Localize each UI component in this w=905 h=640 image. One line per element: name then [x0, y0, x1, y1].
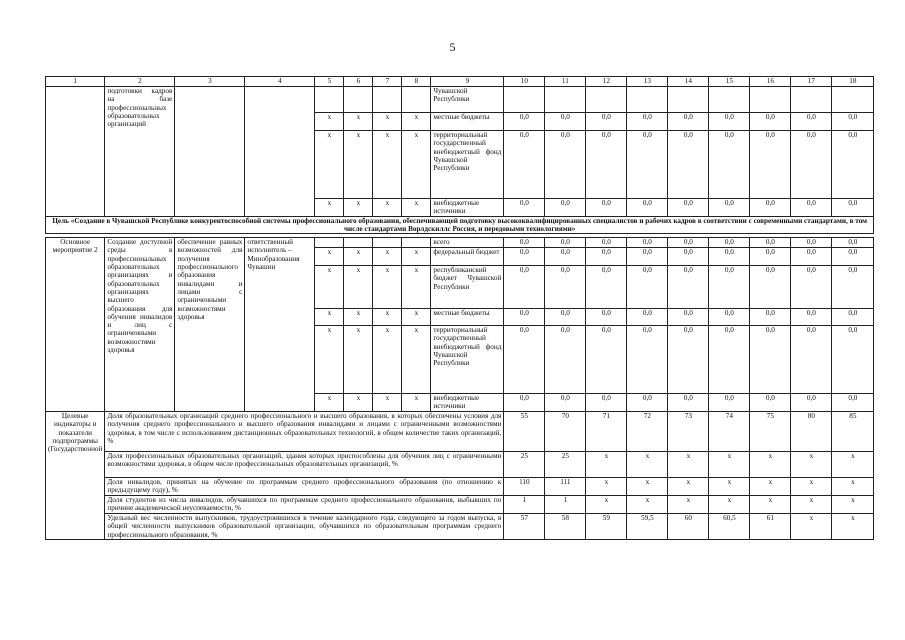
indicator-row: [46, 514, 874, 540]
funding-source-cell: всего: [431, 238, 504, 248]
indicator-value: x: [586, 452, 627, 478]
value-cell: [750, 87, 791, 113]
column-number: 4: [245, 77, 315, 87]
value-cell: 0,0: [586, 199, 627, 217]
value-cell: 0,0: [545, 309, 586, 326]
funding-source-cell: республиканский бюджет Чувашской Республики: [431, 266, 504, 309]
column-number: 11: [545, 77, 586, 87]
indicator-value: x: [791, 478, 832, 496]
indicator-value: 85: [832, 412, 874, 452]
indicator-value: 80: [791, 412, 832, 452]
value-cell: [627, 87, 668, 113]
value-cell: 0,0: [832, 266, 874, 309]
value-cell: 0,0: [750, 266, 791, 309]
budget-code-cell: x: [402, 326, 431, 394]
activity-status-cell: Основное мероприятие 2: [46, 238, 105, 412]
funding-source-cell: местные бюджеты: [431, 309, 504, 326]
value-cell: 0,0: [627, 248, 668, 266]
value-cell: [504, 87, 545, 113]
value-cell: [791, 87, 832, 113]
indicator-text: Удельный вес численности выпускников, трудоустроившихся в течение календарного года, следующего за годом выпуска, в общей численности выпускников образовательной организации, обучавшихся по образовательным программам среднего профессионального образования, %: [105, 514, 504, 540]
budget-code-cell: x: [402, 394, 431, 412]
value-cell: 0,0: [791, 266, 832, 309]
value-cell: [832, 87, 874, 113]
indicator-value: 73: [668, 412, 709, 452]
budget-code-cell: x: [315, 131, 344, 199]
value-cell: 0,0: [791, 113, 832, 131]
value-cell: 0,0: [750, 394, 791, 412]
column-number: 15: [709, 77, 750, 87]
indicator-value: 55: [504, 412, 545, 452]
indicator-value: 25: [545, 452, 586, 478]
value-cell: 0,0: [504, 199, 545, 217]
value-cell: [668, 87, 709, 113]
budget-code-cell: x: [344, 248, 373, 266]
indicator-value: 75: [750, 412, 791, 452]
value-cell: 0,0: [627, 309, 668, 326]
value-cell: 0,0: [750, 309, 791, 326]
indicator-value: x: [791, 496, 832, 514]
budget-code-cell: x: [315, 326, 344, 394]
value-cell: 0,0: [709, 113, 750, 131]
value-cell: 0,0: [709, 248, 750, 266]
column-number: 17: [791, 77, 832, 87]
value-cell: 0,0: [504, 113, 545, 131]
value-cell: 0,0: [750, 248, 791, 266]
value-cell: 0,0: [832, 238, 874, 248]
indicator-value: x: [791, 514, 832, 540]
value-cell: 0,0: [832, 131, 874, 199]
budget-code-cell: x: [344, 326, 373, 394]
value-cell: 0,0: [504, 131, 545, 199]
value-cell: 0,0: [668, 113, 709, 131]
indicator-value: x: [832, 452, 874, 478]
indicator-row: [46, 496, 874, 514]
funding-source-cell: внебюджетные источники: [431, 199, 504, 217]
value-cell: 0,0: [627, 199, 668, 217]
budget-code-cell: x: [402, 113, 431, 131]
activity-name-cell: Создание доступной среды в профессиональных образовательных организациях и образовательных организациях высшего образования для обучения инвалидов и лиц с ограниченными возможностями здоровья: [105, 238, 175, 412]
value-cell: 0,0: [750, 199, 791, 217]
column-number: 10: [504, 77, 545, 87]
value-cell: 0,0: [791, 199, 832, 217]
column-number: 5: [315, 77, 344, 87]
value-cell: 0,0: [545, 113, 586, 131]
value-cell: 0,0: [791, 238, 832, 248]
value-cell: [545, 87, 586, 113]
column-number: 14: [668, 77, 709, 87]
value-cell: 0,0: [709, 309, 750, 326]
value-cell: 0,0: [586, 266, 627, 309]
value-cell: 0,0: [627, 326, 668, 394]
indicator-value: 1: [504, 496, 545, 514]
indicator-value: x: [832, 478, 874, 496]
value-cell: 0,0: [668, 131, 709, 199]
value-cell: 0,0: [791, 326, 832, 394]
value-cell: 0,0: [791, 131, 832, 199]
indicator-value: 59: [586, 514, 627, 540]
value-cell: 0,0: [832, 309, 874, 326]
indicator-value: 25: [504, 452, 545, 478]
value-cell: 0,0: [586, 113, 627, 131]
column-number: 13: [627, 77, 668, 87]
value-cell: 0,0: [545, 131, 586, 199]
page-number: 5: [449, 40, 456, 54]
value-cell: 0,0: [668, 248, 709, 266]
budget-code-cell: x: [402, 309, 431, 326]
activity-result-cell: обеспечение равных возможностей для получения профессионального образования инвалидами и лицами с ограниченными возможностями здоровья: [175, 238, 245, 412]
budget-code-cell: x: [373, 248, 402, 266]
indicator-value: 111: [545, 478, 586, 496]
budget-code-cell: x: [315, 266, 344, 309]
budget-code-cell: x: [373, 266, 402, 309]
indicator-value: x: [668, 478, 709, 496]
value-cell: 0,0: [668, 326, 709, 394]
value-cell: 0,0: [668, 238, 709, 248]
activity-executor-cell: ответственный исполнитель – Минобразования Чувашии: [245, 238, 315, 412]
indicator-value: 71: [586, 412, 627, 452]
value-cell: 0,0: [504, 238, 545, 248]
value-cell: 0,0: [709, 131, 750, 199]
value-cell: 0,0: [668, 266, 709, 309]
indicator-value: x: [750, 452, 791, 478]
budget-code-cell: x: [315, 248, 344, 266]
indicator-value: x: [627, 452, 668, 478]
value-cell: 0,0: [750, 326, 791, 394]
budget-code-cell: [373, 238, 402, 248]
indicator-value: x: [627, 478, 668, 496]
column-number: 6: [344, 77, 373, 87]
indicator-value: x: [791, 452, 832, 478]
value-cell: 0,0: [709, 326, 750, 394]
header-row: [46, 77, 874, 87]
budget-table: [45, 76, 874, 540]
budget-code-cell: x: [402, 248, 431, 266]
indicators-label: Целевые индикаторы и показатели подпрограммы (Государственной: [46, 412, 105, 540]
budget-code-cell: [373, 87, 402, 113]
funding-source-cell: федеральный бюджет: [431, 248, 504, 266]
activity-result-cell: [175, 87, 245, 217]
indicator-value: x: [750, 496, 791, 514]
budget-code-cell: x: [344, 113, 373, 131]
budget-code-cell: x: [402, 266, 431, 309]
budget-code-cell: x: [344, 266, 373, 309]
value-cell: 0,0: [586, 131, 627, 199]
column-number: 16: [750, 77, 791, 87]
column-number: 18: [832, 77, 874, 87]
indicator-row: [46, 452, 874, 478]
indicator-value: x: [709, 478, 750, 496]
table-row: [46, 238, 874, 248]
funding-source-cell: территориальный государственный внебюджетный фонд Чувашской Республики: [431, 131, 504, 199]
budget-code-cell: [402, 238, 431, 248]
value-cell: 0,0: [545, 326, 586, 394]
indicator-text: Доля студентов из числа инвалидов, обучавшихся по программам среднего профессионального образования, выбывших по причине академической неуспеваемости, %: [105, 496, 504, 514]
funding-source-cell: Чувашской Республики: [431, 87, 504, 113]
value-cell: 0,0: [750, 113, 791, 131]
value-cell: 0,0: [586, 326, 627, 394]
column-number: 8: [402, 77, 431, 87]
table-row: [46, 87, 874, 113]
indicator-value: 57: [504, 514, 545, 540]
budget-code-cell: [344, 238, 373, 248]
indicator-value: x: [668, 452, 709, 478]
value-cell: 0,0: [586, 248, 627, 266]
funding-source-cell: территориальный государственный внебюджетный фонд Чувашской Республики: [431, 326, 504, 394]
value-cell: 0,0: [750, 238, 791, 248]
indicator-value: x: [709, 496, 750, 514]
value-cell: 0,0: [791, 248, 832, 266]
indicator-text: Доля инвалидов, принятых на обучение по программам среднего профессионального образования (по отношению к предыдущему году), %: [105, 478, 504, 496]
indicator-text: Доля образовательных организаций среднего профессионального и высшего образования, в которых обеспечены условия для получения среднего профессионального и высшего образования инвалидами и лицами с ограниченными возможностями здоровья, в том числе с использованием дистанционных образовательных технологий, в общем количестве таких организаций, %: [105, 412, 504, 452]
indicator-value: 61: [750, 514, 791, 540]
value-cell: 0,0: [586, 238, 627, 248]
column-number: 2: [105, 77, 175, 87]
indicator-value: 60: [668, 514, 709, 540]
indicator-value: x: [709, 452, 750, 478]
value-cell: 0,0: [627, 131, 668, 199]
budget-code-cell: x: [315, 309, 344, 326]
indicator-value: x: [627, 496, 668, 514]
value-cell: 0,0: [627, 238, 668, 248]
value-cell: 0,0: [709, 238, 750, 248]
value-cell: 0,0: [709, 394, 750, 412]
value-cell: [586, 87, 627, 113]
funding-source-cell: местные бюджеты: [431, 113, 504, 131]
budget-code-cell: [315, 87, 344, 113]
indicator-value: x: [668, 496, 709, 514]
value-cell: 0,0: [832, 326, 874, 394]
value-cell: 0,0: [627, 266, 668, 309]
activity-status-cell: [46, 87, 105, 217]
column-number: 3: [175, 77, 245, 87]
goal-row: [46, 216, 874, 234]
budget-code-cell: x: [315, 394, 344, 412]
value-cell: 0,0: [545, 248, 586, 266]
indicator-value: 74: [709, 412, 750, 452]
indicator-row: [46, 412, 874, 452]
value-cell: [709, 87, 750, 113]
value-cell: 0,0: [832, 248, 874, 266]
value-cell: 0,0: [832, 199, 874, 217]
budget-code-cell: [402, 87, 431, 113]
budget-code-cell: x: [373, 309, 402, 326]
goal-text: Цель «Создание в Чувашской Республике конкурентоспособной системы профессионального образования, обеспечивающей подготовку высококвалифицированных специалистов и рабочих кадров в соответствии с современными стандартами, в том числе стандартами Ворлдскиллс Россия, и передовыми технологиями»: [46, 216, 874, 234]
column-number: 1: [46, 77, 105, 87]
value-cell: 0,0: [504, 266, 545, 309]
value-cell: 0,0: [791, 394, 832, 412]
value-cell: 0,0: [709, 199, 750, 217]
budget-code-cell: x: [373, 131, 402, 199]
budget-code-cell: x: [373, 113, 402, 131]
value-cell: 0,0: [668, 199, 709, 217]
column-number: 12: [586, 77, 627, 87]
indicator-value: 58: [545, 514, 586, 540]
budget-code-cell: x: [402, 199, 431, 217]
activity-executor-cell: [245, 87, 315, 217]
value-cell: 0,0: [709, 266, 750, 309]
value-cell: 0,0: [504, 394, 545, 412]
indicator-value: x: [832, 496, 874, 514]
indicator-value: 70: [545, 412, 586, 452]
value-cell: 0,0: [791, 309, 832, 326]
value-cell: 0,0: [504, 248, 545, 266]
value-cell: 0,0: [832, 113, 874, 131]
value-cell: 0,0: [545, 238, 586, 248]
budget-code-cell: x: [315, 113, 344, 131]
budget-code-cell: x: [344, 199, 373, 217]
value-cell: 0,0: [586, 309, 627, 326]
budget-code-cell: x: [402, 131, 431, 199]
column-number: 9: [431, 77, 504, 87]
indicator-value: 1: [545, 496, 586, 514]
budget-code-cell: x: [344, 131, 373, 199]
value-cell: 0,0: [750, 131, 791, 199]
indicator-value: x: [586, 478, 627, 496]
value-cell: 0,0: [627, 113, 668, 131]
budget-code-cell: x: [315, 199, 344, 217]
value-cell: 0,0: [545, 394, 586, 412]
activity-name-cell: подготовки кадров на базе профессиональных образовательных организаций: [105, 87, 175, 217]
budget-code-cell: [344, 87, 373, 113]
indicator-text: Доля профессиональных образовательных организаций, здания которых приспособлены для обучения лиц с ограниченными возможностями здоровья, в общем числе профессиональных образовательных организаций, %: [105, 452, 504, 478]
indicator-value: 60,5: [709, 514, 750, 540]
indicator-value: 110: [504, 478, 545, 496]
funding-source-cell: внебюджетные источники: [431, 394, 504, 412]
budget-code-cell: x: [373, 326, 402, 394]
indicator-value: 72: [627, 412, 668, 452]
value-cell: 0,0: [627, 394, 668, 412]
indicator-row: [46, 478, 874, 496]
indicator-value: x: [586, 496, 627, 514]
budget-code-cell: [315, 238, 344, 248]
budget-code-cell: x: [344, 394, 373, 412]
budget-code-cell: x: [344, 309, 373, 326]
budget-code-cell: x: [373, 199, 402, 217]
indicator-value: x: [832, 514, 874, 540]
budget-code-cell: x: [373, 394, 402, 412]
indicator-value: 59,5: [627, 514, 668, 540]
value-cell: 0,0: [504, 309, 545, 326]
value-cell: 0,0: [504, 326, 545, 394]
column-number: 7: [373, 77, 402, 87]
value-cell: 0,0: [832, 394, 874, 412]
value-cell: 0,0: [668, 394, 709, 412]
value-cell: 0,0: [545, 199, 586, 217]
value-cell: 0,0: [545, 266, 586, 309]
value-cell: 0,0: [586, 394, 627, 412]
indicator-value: x: [750, 478, 791, 496]
value-cell: 0,0: [668, 309, 709, 326]
